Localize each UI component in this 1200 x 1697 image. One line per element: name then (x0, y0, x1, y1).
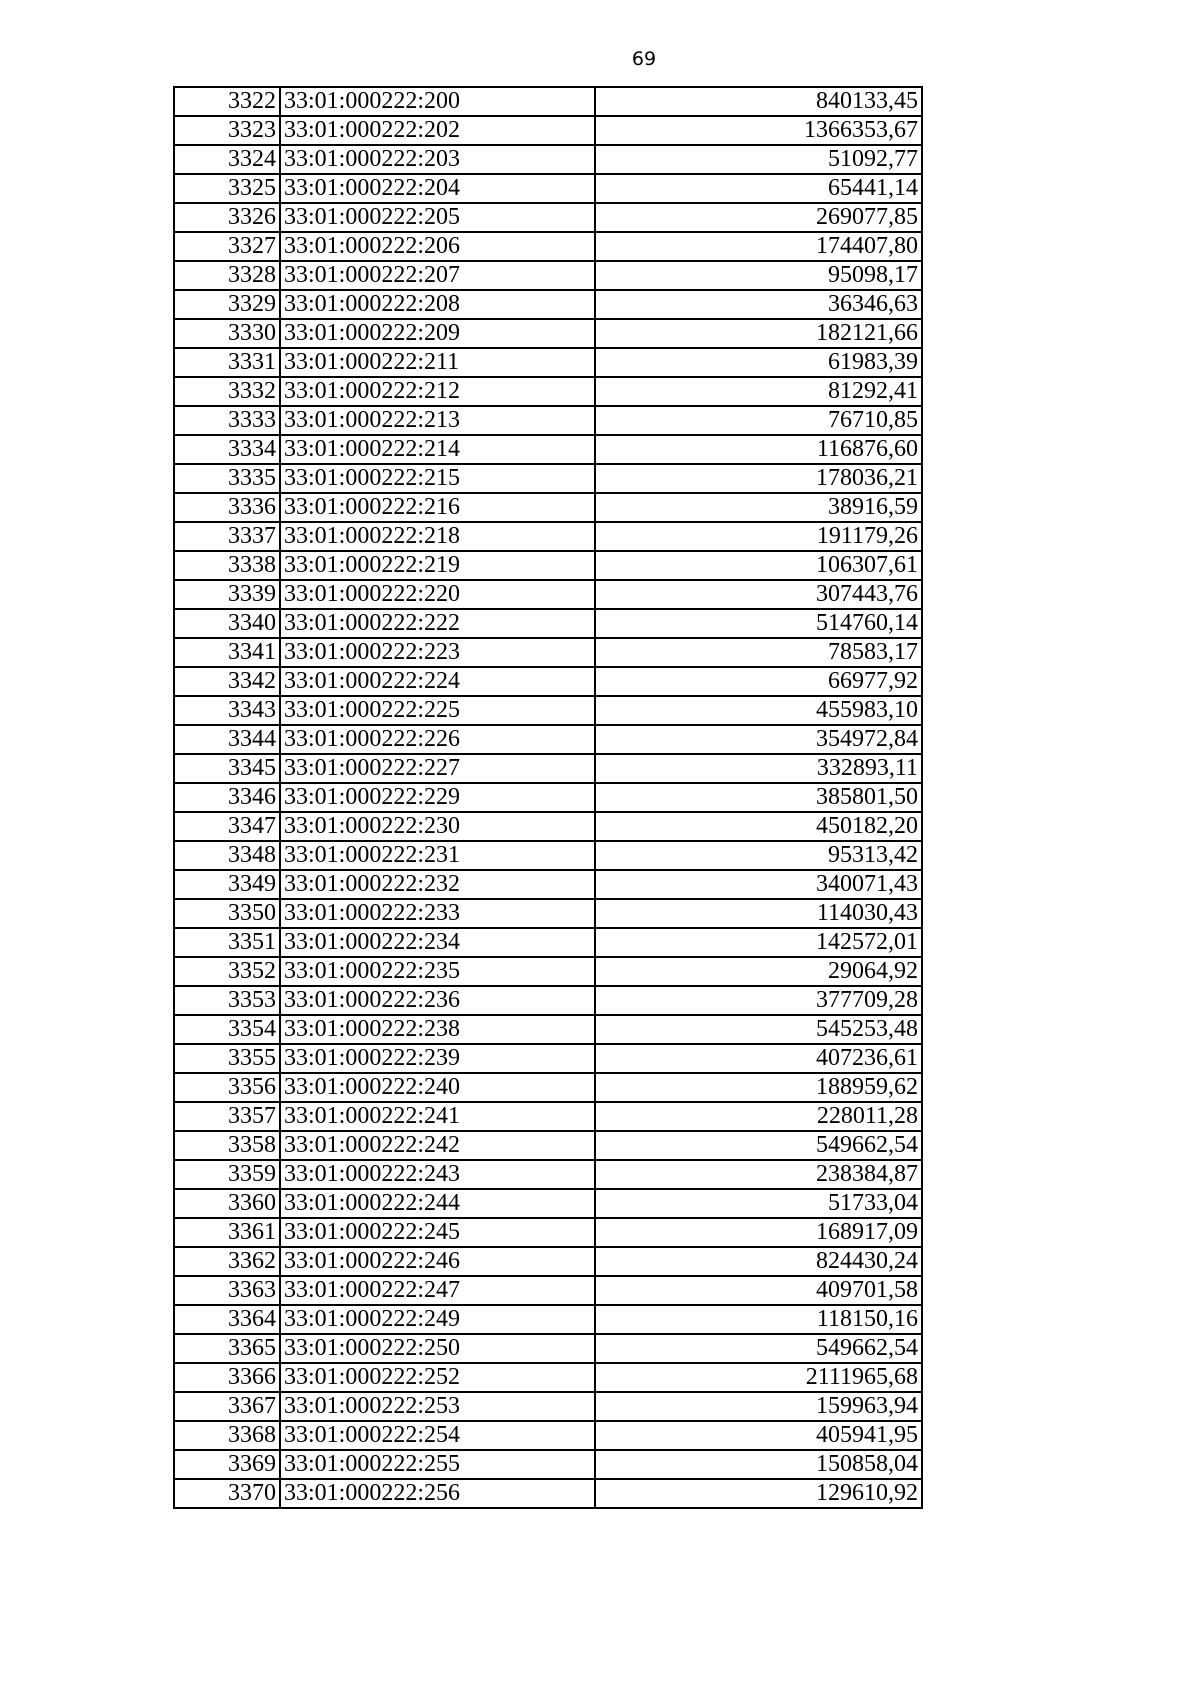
cadastral-number-cell: 33:01:000222:230 (280, 812, 595, 841)
cadastral-number-cell: 33:01:000222:223 (280, 638, 595, 667)
table-row (174, 986, 922, 1015)
row-number-cell: 3343 (174, 696, 280, 725)
table-row (174, 1218, 922, 1247)
cadastral-number-cell: 33:01:000222:220 (280, 580, 595, 609)
row-number-cell: 3340 (174, 609, 280, 638)
table-row (174, 87, 922, 116)
cadastral-number-cell: 33:01:000222:216 (280, 493, 595, 522)
cadastral-value-cell: 51092,77 (595, 145, 922, 174)
cadastral-value-cell: 238384,87 (595, 1160, 922, 1189)
cadastral-number-cell: 33:01:000222:240 (280, 1073, 595, 1102)
cadastral-value-cell: 106307,61 (595, 551, 922, 580)
row-number-cell: 3355 (174, 1044, 280, 1073)
cadastral-value-cell: 332893,11 (595, 754, 922, 783)
cadastral-value-cell: 76710,85 (595, 406, 922, 435)
table-row (174, 1305, 922, 1334)
cadastral-value-cell: 142572,01 (595, 928, 922, 957)
row-number-cell: 3334 (174, 435, 280, 464)
cadastral-number-cell: 33:01:000222:236 (280, 986, 595, 1015)
cadastral-value-cell: 188959,62 (595, 1073, 922, 1102)
cadastral-value-cell: 354972,84 (595, 725, 922, 754)
table-row (174, 1247, 922, 1276)
table-row (174, 1450, 922, 1479)
table-row (174, 1189, 922, 1218)
cadastral-number-cell: 33:01:000222:252 (280, 1363, 595, 1392)
table-row (174, 522, 922, 551)
cadastral-number-cell: 33:01:000222:229 (280, 783, 595, 812)
table-row (174, 290, 922, 319)
table-row (174, 899, 922, 928)
table-row (174, 406, 922, 435)
row-number-cell: 3331 (174, 348, 280, 377)
table-row (174, 1131, 922, 1160)
table-row (174, 725, 922, 754)
table-row (174, 319, 922, 348)
table-row (174, 754, 922, 783)
cadastral-value-cell: 78583,17 (595, 638, 922, 667)
cadastral-value-cell: 269077,85 (595, 203, 922, 232)
cadastral-number-cell: 33:01:000222:238 (280, 1015, 595, 1044)
table-row (174, 1160, 922, 1189)
row-number-cell: 3362 (174, 1247, 280, 1276)
table-row (174, 1276, 922, 1305)
cadastral-value-cell: 65441,14 (595, 174, 922, 203)
cadastral-value-cell: 2111965,68 (595, 1363, 922, 1392)
cadastral-value-cell: 405941,95 (595, 1421, 922, 1450)
row-number-cell: 3361 (174, 1218, 280, 1247)
table-row (174, 638, 922, 667)
table-row (174, 551, 922, 580)
row-number-cell: 3346 (174, 783, 280, 812)
table-row (174, 145, 922, 174)
row-number-cell: 3336 (174, 493, 280, 522)
cadastral-value-cell: 178036,21 (595, 464, 922, 493)
table-row (174, 174, 922, 203)
cadastral-value-cell: 514760,14 (595, 609, 922, 638)
cadastral-value-cell: 114030,43 (595, 899, 922, 928)
cadastral-number-cell: 33:01:000222:200 (280, 87, 595, 116)
row-number-cell: 3365 (174, 1334, 280, 1363)
page-number: 69 (631, 48, 657, 70)
row-number-cell: 3359 (174, 1160, 280, 1189)
row-number-cell: 3338 (174, 551, 280, 580)
table-row (174, 1421, 922, 1450)
cadastral-value-cell: 824430,24 (595, 1247, 922, 1276)
cadastral-value-cell: 36346,63 (595, 290, 922, 319)
cadastral-value-cell: 51733,04 (595, 1189, 922, 1218)
cadastral-number-cell: 33:01:000222:256 (280, 1479, 595, 1508)
table-row (174, 1044, 922, 1073)
row-number-cell: 3348 (174, 841, 280, 870)
cadastral-number-cell: 33:01:000222:239 (280, 1044, 595, 1073)
row-number-cell: 3325 (174, 174, 280, 203)
cadastral-number-cell: 33:01:000222:244 (280, 1189, 595, 1218)
table-row (174, 928, 922, 957)
table-row (174, 1363, 922, 1392)
row-number-cell: 3332 (174, 377, 280, 406)
table-row (174, 841, 922, 870)
cadastral-value-cell: 549662,54 (595, 1334, 922, 1363)
cadastral-number-cell: 33:01:000222:254 (280, 1421, 595, 1450)
cadastral-number-cell: 33:01:000222:255 (280, 1450, 595, 1479)
table-row (174, 261, 922, 290)
cadastral-value-cell: 1366353,67 (595, 116, 922, 145)
cadastral-number-cell: 33:01:000222:212 (280, 377, 595, 406)
row-number-cell: 3358 (174, 1131, 280, 1160)
row-number-cell: 3366 (174, 1363, 280, 1392)
cadastral-number-cell: 33:01:000222:202 (280, 116, 595, 145)
row-number-cell: 3341 (174, 638, 280, 667)
cadastral-value-cell: 549662,54 (595, 1131, 922, 1160)
cadastral-value-cell: 118150,16 (595, 1305, 922, 1334)
row-number-cell: 3335 (174, 464, 280, 493)
cadastral-value-cell: 150858,04 (595, 1450, 922, 1479)
cadastral-number-cell: 33:01:000222:224 (280, 667, 595, 696)
cadastral-value-cell: 129610,92 (595, 1479, 922, 1508)
cadastral-value-cell: 159963,94 (595, 1392, 922, 1421)
table-row (174, 203, 922, 232)
table-row (174, 870, 922, 899)
cadastral-number-cell: 33:01:000222:246 (280, 1247, 595, 1276)
row-number-cell: 3347 (174, 812, 280, 841)
row-number-cell: 3354 (174, 1015, 280, 1044)
cadastral-number-cell: 33:01:000222:226 (280, 725, 595, 754)
row-number-cell: 3329 (174, 290, 280, 319)
cadastral-number-cell: 33:01:000222:204 (280, 174, 595, 203)
cadastral-number-cell: 33:01:000222:219 (280, 551, 595, 580)
table-row (174, 1392, 922, 1421)
cadastral-value-cell: 409701,58 (595, 1276, 922, 1305)
row-number-cell: 3344 (174, 725, 280, 754)
table-row (174, 1073, 922, 1102)
cadastral-number-cell: 33:01:000222:203 (280, 145, 595, 174)
table-row (174, 116, 922, 145)
table-row (174, 957, 922, 986)
table-row (174, 1102, 922, 1131)
table-row (174, 812, 922, 841)
cadastral-value-cell: 174407,80 (595, 232, 922, 261)
cadastral-value-cell: 840133,45 (595, 87, 922, 116)
row-number-cell: 3370 (174, 1479, 280, 1508)
table-row (174, 464, 922, 493)
cadastral-number-cell: 33:01:000222:222 (280, 609, 595, 638)
cadastral-number-cell: 33:01:000222:235 (280, 957, 595, 986)
table-row (174, 1015, 922, 1044)
row-number-cell: 3322 (174, 87, 280, 116)
cadastral-value-cell: 407236,61 (595, 1044, 922, 1073)
row-number-cell: 3324 (174, 145, 280, 174)
row-number-cell: 3353 (174, 986, 280, 1015)
cadastral-number-cell: 33:01:000222:208 (280, 290, 595, 319)
cadastral-value-cell: 95098,17 (595, 261, 922, 290)
cadastral-value-cell: 191179,26 (595, 522, 922, 551)
table-row (174, 609, 922, 638)
cadastral-number-cell: 33:01:000222:214 (280, 435, 595, 464)
row-number-cell: 3323 (174, 116, 280, 145)
cadastral-number-cell: 33:01:000222:211 (280, 348, 595, 377)
row-number-cell: 3342 (174, 667, 280, 696)
table-body (174, 87, 922, 1508)
cadastral-number-cell: 33:01:000222:215 (280, 464, 595, 493)
table-row (174, 1334, 922, 1363)
row-number-cell: 3337 (174, 522, 280, 551)
cadastral-value-cell: 95313,42 (595, 841, 922, 870)
cadastral-number-cell: 33:01:000222:218 (280, 522, 595, 551)
table-row (174, 580, 922, 609)
cadastral-number-cell: 33:01:000222:234 (280, 928, 595, 957)
row-number-cell: 3339 (174, 580, 280, 609)
cadastral-value-cell: 450182,20 (595, 812, 922, 841)
row-number-cell: 3333 (174, 406, 280, 435)
row-number-cell: 3352 (174, 957, 280, 986)
cadastral-value-cell: 66977,92 (595, 667, 922, 696)
cadastral-value-cell: 377709,28 (595, 986, 922, 1015)
table-row (174, 667, 922, 696)
row-number-cell: 3369 (174, 1450, 280, 1479)
table-row (174, 435, 922, 464)
row-number-cell: 3327 (174, 232, 280, 261)
row-number-cell: 3356 (174, 1073, 280, 1102)
row-number-cell: 3345 (174, 754, 280, 783)
cadastral-number-cell: 33:01:000222:245 (280, 1218, 595, 1247)
cadastral-number-cell: 33:01:000222:241 (280, 1102, 595, 1131)
cadastral-number-cell: 33:01:000222:205 (280, 203, 595, 232)
row-number-cell: 3349 (174, 870, 280, 899)
cadastral-number-cell: 33:01:000222:250 (280, 1334, 595, 1363)
table-row (174, 348, 922, 377)
cadastral-number-cell: 33:01:000222:253 (280, 1392, 595, 1421)
cadastral-value-cell: 61983,39 (595, 348, 922, 377)
cadastral-value-cell: 307443,76 (595, 580, 922, 609)
table-row (174, 696, 922, 725)
cadastral-number-cell: 33:01:000222:247 (280, 1276, 595, 1305)
cadastral-number-cell: 33:01:000222:232 (280, 870, 595, 899)
table-row (174, 783, 922, 812)
row-number-cell: 3364 (174, 1305, 280, 1334)
cadastral-number-cell: 33:01:000222:227 (280, 754, 595, 783)
table-row (174, 377, 922, 406)
cadastral-number-cell: 33:01:000222:233 (280, 899, 595, 928)
row-number-cell: 3330 (174, 319, 280, 348)
row-number-cell: 3350 (174, 899, 280, 928)
cadastral-number-cell: 33:01:000222:207 (280, 261, 595, 290)
row-number-cell: 3368 (174, 1421, 280, 1450)
cadastral-value-cell: 340071,43 (595, 870, 922, 899)
cadastral-value-cell: 455983,10 (595, 696, 922, 725)
cadastral-number-cell: 33:01:000222:213 (280, 406, 595, 435)
row-number-cell: 3326 (174, 203, 280, 232)
cadastral-value-cell: 182121,66 (595, 319, 922, 348)
cadastral-value-cell: 168917,09 (595, 1218, 922, 1247)
cadastral-value-table (173, 86, 923, 1509)
cadastral-number-cell: 33:01:000222:231 (280, 841, 595, 870)
cadastral-value-cell: 228011,28 (595, 1102, 922, 1131)
cadastral-value-cell: 116876,60 (595, 435, 922, 464)
row-number-cell: 3363 (174, 1276, 280, 1305)
row-number-cell: 3351 (174, 928, 280, 957)
cadastral-number-cell: 33:01:000222:209 (280, 319, 595, 348)
cadastral-value-cell: 38916,59 (595, 493, 922, 522)
table-row (174, 1479, 922, 1508)
cadastral-value-cell: 81292,41 (595, 377, 922, 406)
cadastral-value-cell: 545253,48 (595, 1015, 922, 1044)
row-number-cell: 3357 (174, 1102, 280, 1131)
cadastral-number-cell: 33:01:000222:242 (280, 1131, 595, 1160)
cadastral-number-cell: 33:01:000222:225 (280, 696, 595, 725)
row-number-cell: 3328 (174, 261, 280, 290)
row-number-cell: 3360 (174, 1189, 280, 1218)
table-row (174, 493, 922, 522)
cadastral-number-cell: 33:01:000222:249 (280, 1305, 595, 1334)
cadastral-value-cell: 385801,50 (595, 783, 922, 812)
cadastral-number-cell: 33:01:000222:243 (280, 1160, 595, 1189)
cadastral-number-cell: 33:01:000222:206 (280, 232, 595, 261)
cadastral-value-cell: 29064,92 (595, 957, 922, 986)
row-number-cell: 3367 (174, 1392, 280, 1421)
table-row (174, 232, 922, 261)
